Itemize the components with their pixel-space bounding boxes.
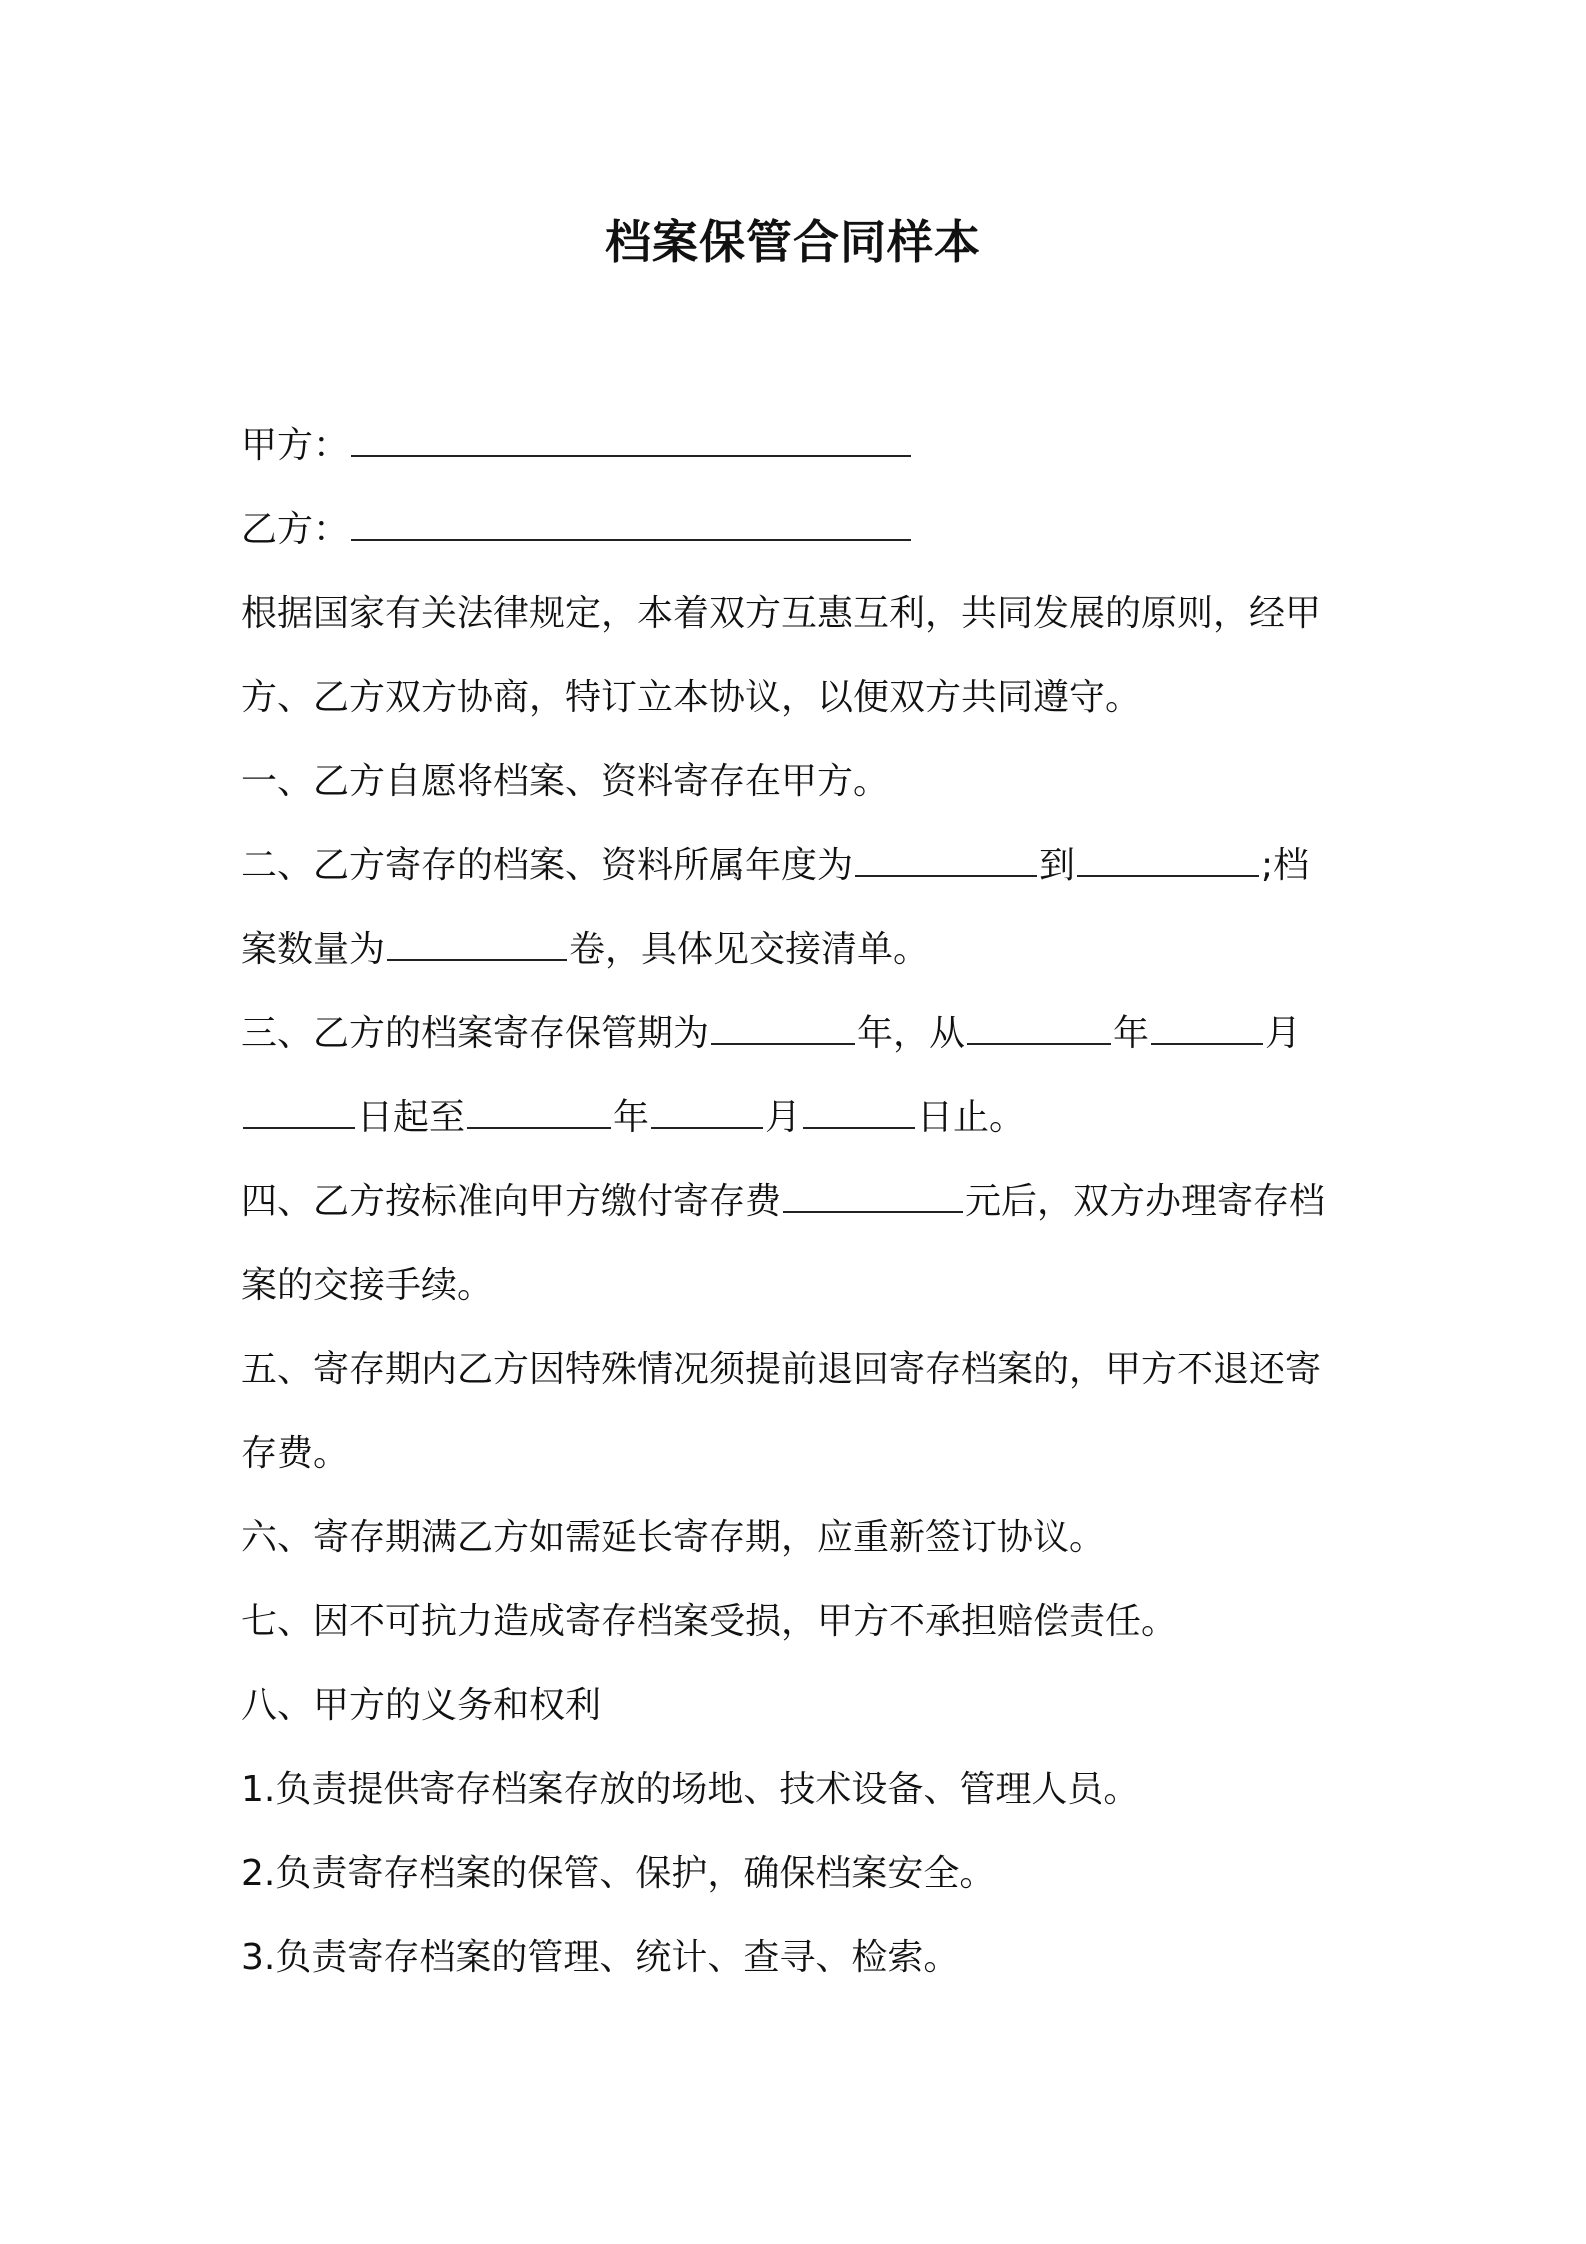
clause-5-line-2: 存费。	[241, 1433, 350, 1474]
intro-line-1: 根据国家有关法律规定，本着双方互惠互利，共同发展的原则，经甲	[241, 593, 1322, 634]
clause-4-line-1	[241, 1160, 1361, 1244]
start-year-blank	[967, 1042, 1111, 1045]
end-month-blank	[651, 1126, 763, 1129]
year-to-blank	[1077, 874, 1259, 877]
party-a-line	[241, 404, 1361, 488]
clause-4-line-2: 案的交接手续。	[241, 1265, 494, 1306]
list-item: 2.负责寄存档案的保管、保护，确保档案安全。	[241, 1853, 996, 1894]
end-day-blank	[803, 1126, 915, 1129]
clause-2-line-1	[241, 824, 1361, 908]
intro-line-2: 方、乙方双方协商，特订立本协议，以便双方共同遵守。	[241, 677, 1142, 718]
clause-6: 六、寄存期满乙方如需延长寄存期，应重新签订协议。	[241, 1517, 1106, 1558]
document-title: 档案保管合同样本	[605, 215, 981, 269]
clause-3-line-1	[241, 992, 1361, 1076]
period-years-blank	[711, 1042, 855, 1045]
party-b-blank	[351, 538, 911, 541]
document-body	[241, 404, 1361, 2000]
clause-3-text-3: 年	[1113, 1013, 1150, 1054]
party-b-line	[241, 488, 1361, 572]
clause-4-text-2: 元后，双方办理寄存档	[965, 1181, 1326, 1222]
clause-3-text-6: 年	[613, 1097, 650, 1138]
start-month-blank	[1151, 1042, 1263, 1045]
start-day-blank	[243, 1126, 355, 1129]
clause-2-text-1: 二、乙方寄存的档案、资料所属年度为	[241, 845, 854, 886]
clause-3-line-2	[241, 1076, 1361, 1160]
clause-2-line-2	[241, 908, 1361, 992]
clause-5-line-1: 五、寄存期内乙方因特殊情况须提前退回寄存档案的，甲方不退还寄	[241, 1349, 1322, 1390]
clause-7: 七、因不可抗力造成寄存档案受损，甲方不承担赔偿责任。	[241, 1601, 1178, 1642]
clause-2-text-4: 案数量为	[241, 929, 386, 970]
clause-2-text-3: ;档	[1261, 845, 1310, 886]
clause-3-text-8: 日止。	[917, 1097, 1026, 1138]
list-item: 1.负责提供寄存档案存放的场地、技术设备、管理人员。	[241, 1769, 1140, 1810]
clause-3-text-7: 月	[765, 1097, 802, 1138]
volume-count-blank	[387, 958, 567, 961]
clause-8-heading: 八、甲方的义务和权利	[241, 1685, 602, 1726]
clause-3-text-4: 月	[1265, 1013, 1302, 1054]
party-a-blank	[351, 454, 911, 457]
clause-3-text-5: 日起至	[357, 1097, 466, 1138]
clause-2-text-2: 到	[1039, 845, 1076, 886]
party-a-label: 甲方：	[241, 425, 350, 466]
list-item: 3.负责寄存档案的管理、统计、查寻、检索。	[241, 1937, 960, 1978]
clause-4-text-1: 四、乙方按标准向甲方缴付寄存费	[241, 1181, 782, 1222]
clause-2-text-5: 卷，具体见交接清单。	[569, 929, 930, 970]
fee-blank	[783, 1210, 963, 1213]
end-year-blank	[467, 1126, 611, 1129]
clause-3-text-1: 三、乙方的档案寄存保管期为	[241, 1013, 710, 1054]
clause-1: 一、乙方自愿将档案、资料寄存在甲方。	[241, 761, 890, 802]
party-b-label: 乙方：	[241, 509, 350, 550]
year-from-blank	[855, 874, 1037, 877]
clause-3-text-2: 年，从	[857, 1013, 966, 1054]
